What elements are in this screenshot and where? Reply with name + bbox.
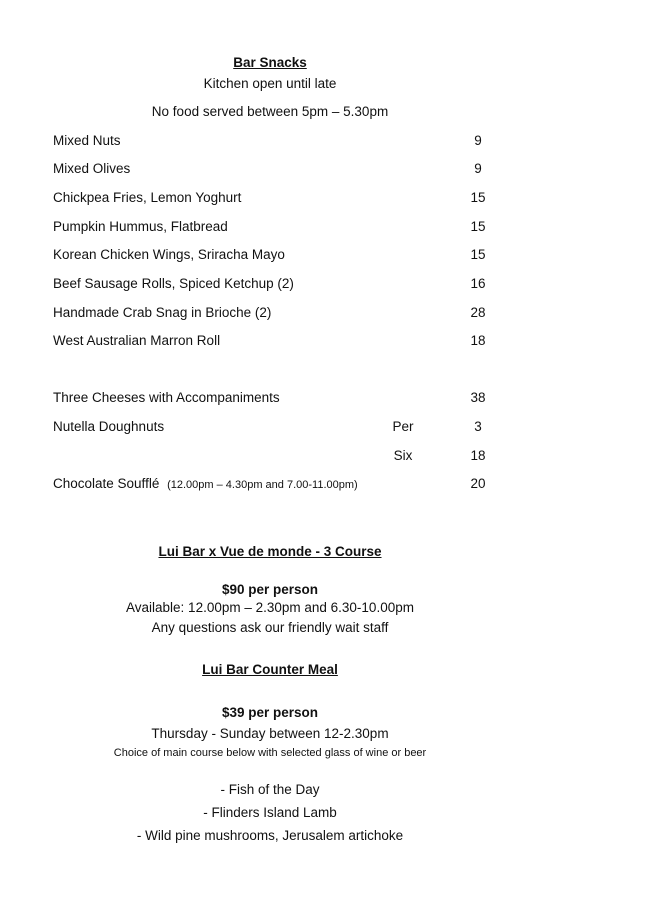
doughnuts-six-price: 18 bbox=[470, 448, 486, 463]
menu-item-name: Chickpea Fries, Lemon Yoghurt bbox=[53, 190, 242, 205]
cheese-price: 38 bbox=[470, 390, 486, 405]
menu-item-price: 9 bbox=[474, 161, 482, 176]
menu-item-name: West Australian Marron Roll bbox=[53, 333, 221, 348]
menu-item-name: Mixed Olives bbox=[53, 161, 131, 176]
menu-item-name: Mixed Nuts bbox=[53, 133, 121, 148]
counter-meal-title: Lui Bar Counter Meal bbox=[202, 662, 338, 677]
three-course-price: $90 per person bbox=[221, 582, 319, 597]
doughnuts-per-price: 3 bbox=[474, 419, 482, 434]
menu-item-price: 15 bbox=[470, 247, 486, 262]
bar-snacks-subtitle: Kitchen open until late bbox=[203, 76, 337, 91]
bar-snacks-title: Bar Snacks bbox=[233, 55, 307, 70]
cheese-name: Three Cheeses with Accompaniments bbox=[53, 390, 280, 405]
menu-item-name: Handmade Crab Snag in Brioche (2) bbox=[53, 305, 272, 320]
menu-item-price: 16 bbox=[470, 276, 486, 291]
menu-item-price: 15 bbox=[470, 219, 486, 234]
menu-item-name: Pumpkin Hummus, Flatbread bbox=[53, 219, 228, 234]
counter-meal-days: Thursday - Sunday between 12-2.30pm bbox=[151, 726, 389, 741]
counter-meal-option: - Wild pine mushrooms, Jerusalem artichoke bbox=[136, 828, 404, 843]
menu-item-name: Korean Chicken Wings, Sriracha Mayo bbox=[53, 247, 285, 262]
menu-item-price: 15 bbox=[470, 190, 486, 205]
souffle-price: 20 bbox=[470, 476, 486, 491]
counter-meal-option: - Flinders Island Lamb bbox=[203, 805, 337, 820]
doughnuts-name: Nutella Doughnuts bbox=[53, 419, 165, 434]
bar-snacks-note: No food served between 5pm – 5.30pm bbox=[151, 104, 389, 119]
counter-meal-price: $39 per person bbox=[221, 705, 319, 720]
menu-item-name: Beef Sausage Rolls, Spiced Ketchup (2) bbox=[53, 276, 294, 291]
souffle-name: Chocolate Soufflé bbox=[53, 476, 160, 491]
menu-item-price: 28 bbox=[470, 305, 486, 320]
three-course-note: Any questions ask our friendly wait staff bbox=[151, 620, 389, 635]
doughnuts-six-label: Six bbox=[393, 448, 413, 463]
doughnuts-per-label: Per bbox=[392, 419, 414, 434]
three-course-availability: Available: 12.00pm – 2.30pm and 6.30-10.00pm bbox=[126, 600, 414, 615]
souffle-row bbox=[53, 475, 358, 494]
counter-meal-note: Choice of main course below with selected glass of wine or beer bbox=[113, 747, 427, 759]
counter-meal-option: - Fish of the Day bbox=[220, 782, 320, 797]
menu-item-price: 18 bbox=[470, 333, 486, 348]
three-course-title: Lui Bar x Vue de monde - 3 Course bbox=[158, 544, 382, 559]
souffle-hours: (12.00pm – 4.30pm and 7.00-11.00pm) bbox=[167, 479, 358, 491]
menu-item-price: 9 bbox=[474, 133, 482, 148]
